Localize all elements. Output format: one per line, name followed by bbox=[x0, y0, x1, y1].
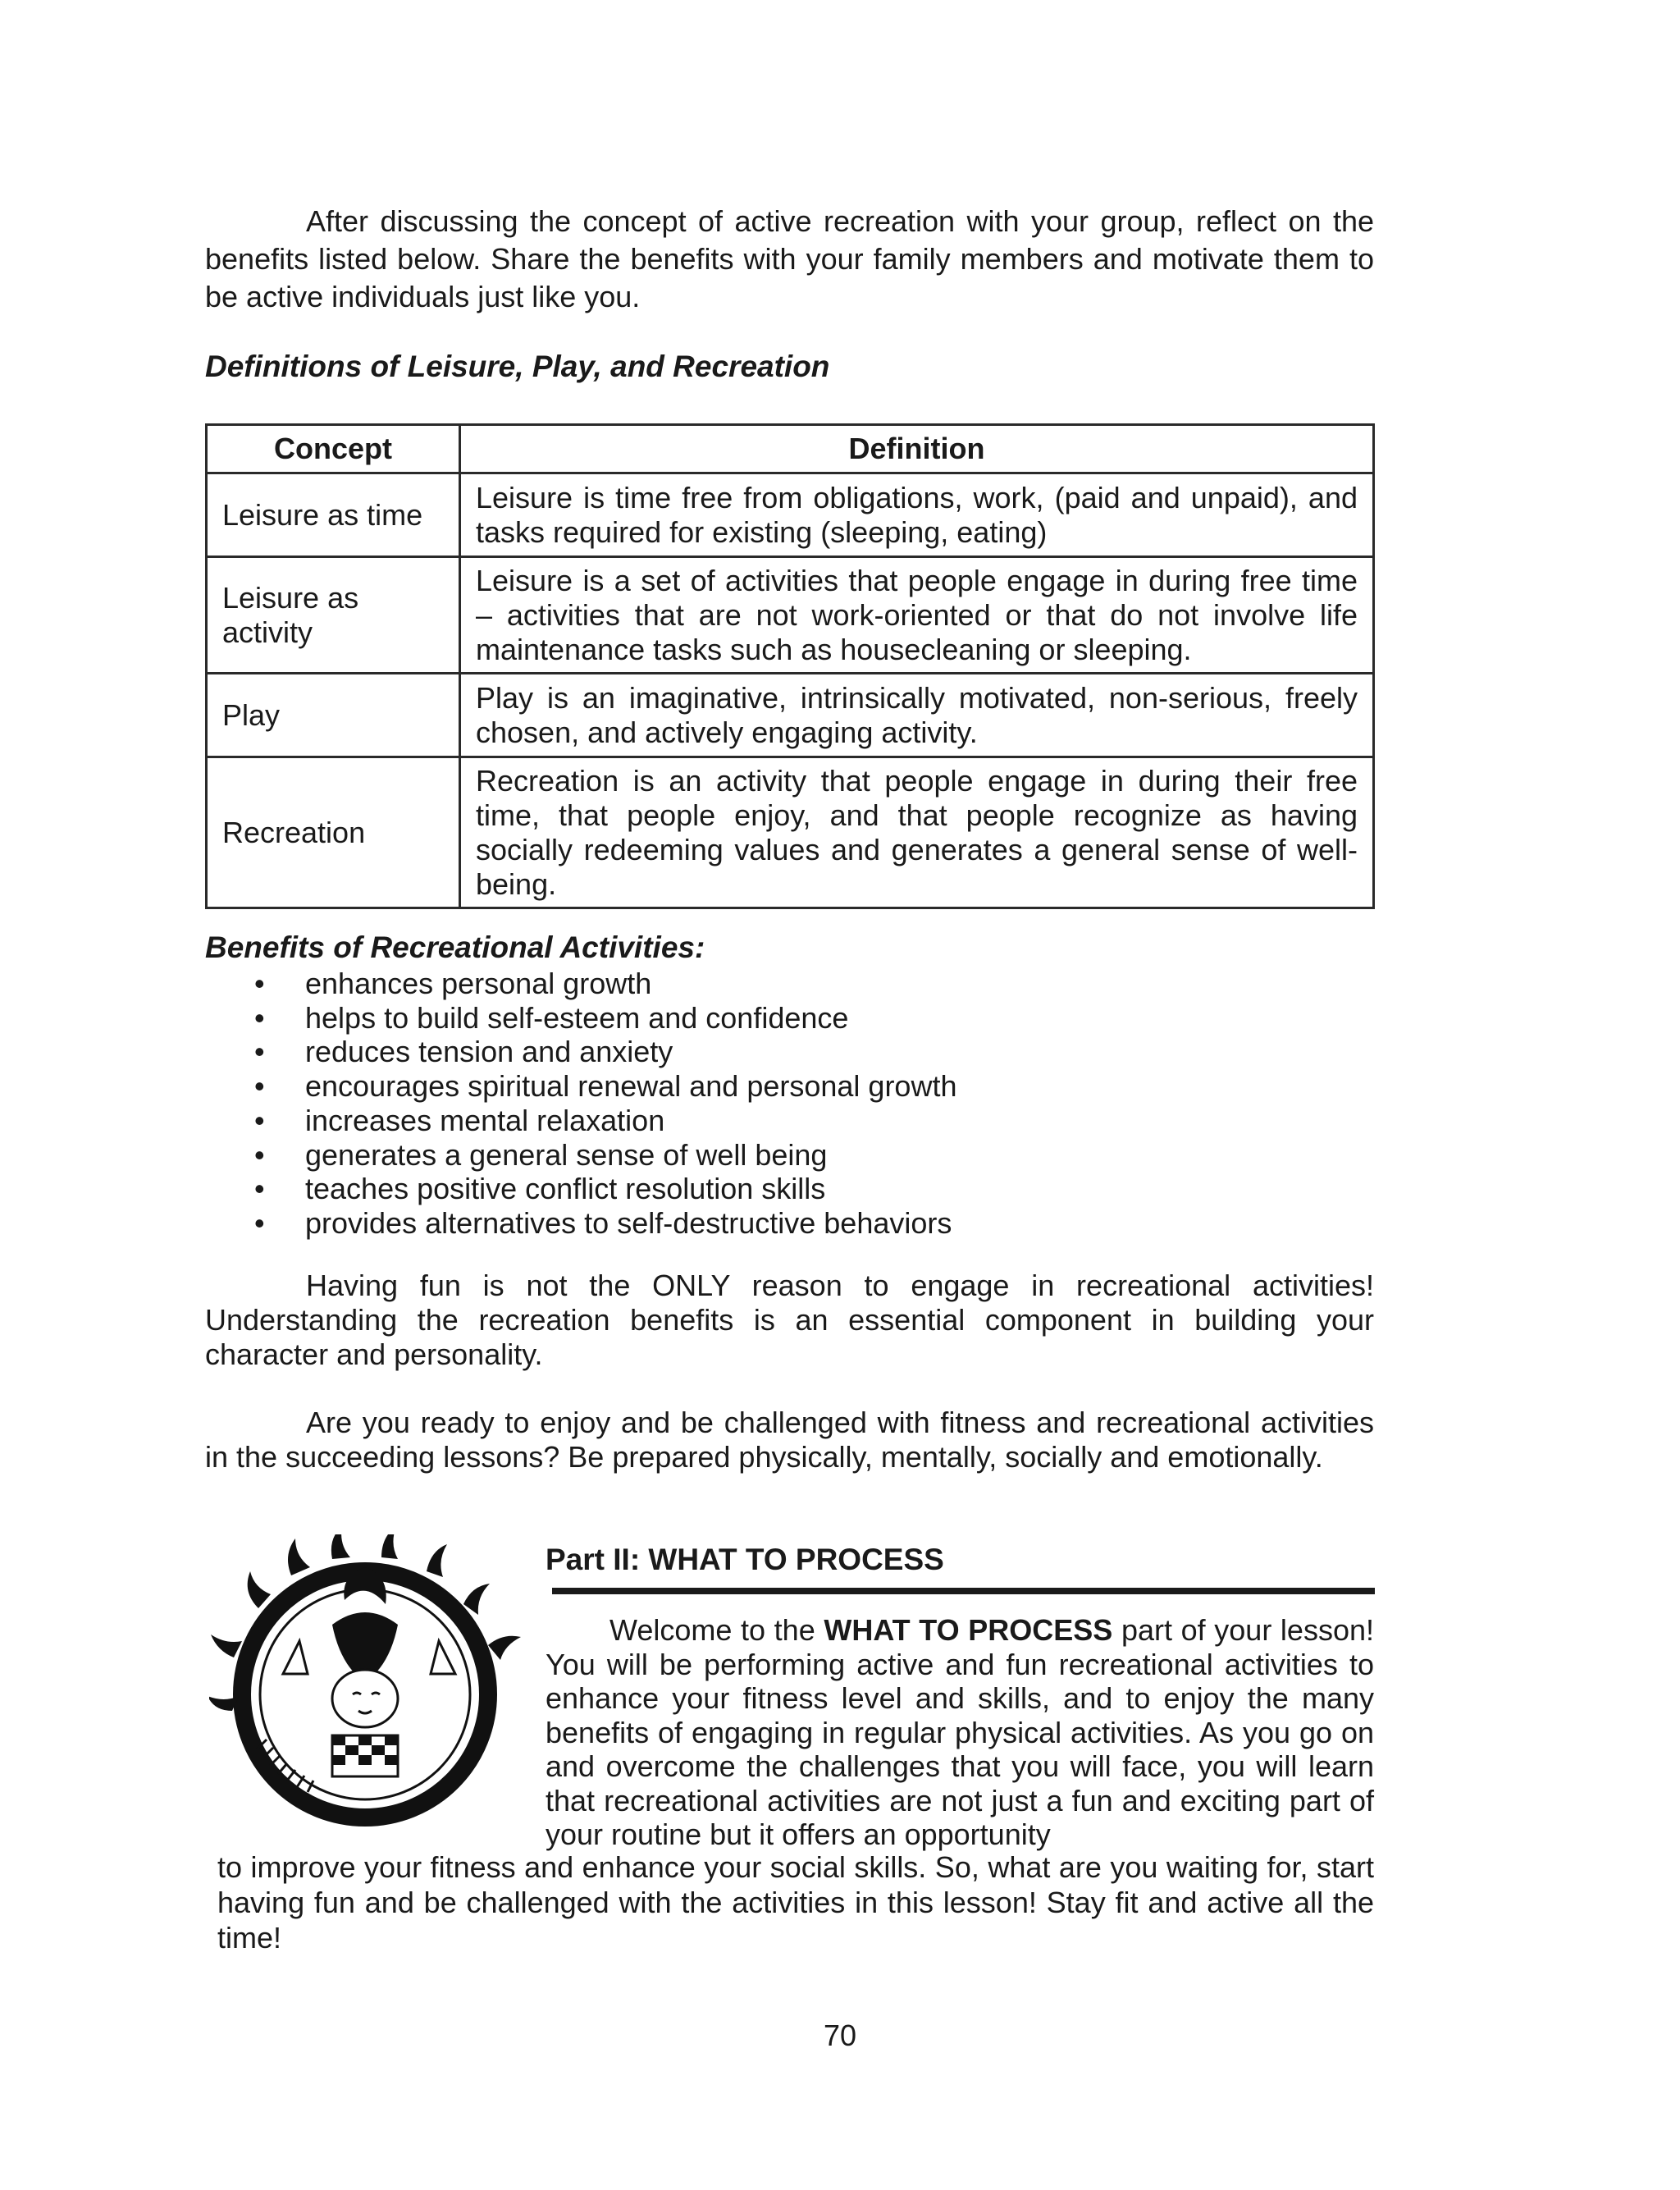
fun-paragraph: Having fun is not the ONLY reason to engage in recreational activities! Understanding the recreation benefits is an essential component in building your character and personality. bbox=[205, 1269, 1374, 1371]
table-row bbox=[207, 674, 1374, 757]
concept-cell: Leisure as time bbox=[207, 473, 460, 557]
list-item-text: teaches positive conflict resolution skills bbox=[305, 1172, 826, 1206]
continuation-paragraph: to improve your fitness and enhance your social skills. So, what are you waiting for, start having fun and be challenged with the activities in this lesson! Stay fit and active all the time! bbox=[217, 1850, 1374, 1955]
benefits-list bbox=[205, 967, 956, 1241]
bullet-icon: • bbox=[254, 1000, 265, 1035]
definitions-heading: Definitions of Leisure, Play, and Recreation bbox=[205, 350, 830, 383]
table-row bbox=[207, 557, 1374, 674]
list-item bbox=[205, 1138, 956, 1173]
bullet-icon: • bbox=[254, 1035, 265, 1069]
page-number: 70 bbox=[823, 2019, 857, 2052]
list-item-text: enhances personal growth bbox=[305, 967, 652, 1000]
list-item bbox=[205, 1172, 956, 1206]
table-row bbox=[207, 473, 1374, 557]
benefits-heading: Benefits of Recreational Activities: bbox=[205, 930, 705, 964]
list-item bbox=[205, 1069, 956, 1104]
welcome-prefix: Welcome to the bbox=[609, 1613, 824, 1647]
definition-cell: Recreation is an activity that people engage in during their free time, that people enjoy, and that people recognize as having socially redeeming values and generates a general sense of well-being. bbox=[460, 757, 1374, 908]
definition-cell: Leisure is time free from obligations, work, (paid and unpaid), and tasks required for existing (sleeping, eating) bbox=[460, 473, 1374, 557]
list-item-text: encourages spiritual renewal and personal growth bbox=[305, 1069, 957, 1104]
table-header-row bbox=[207, 425, 1374, 473]
concept-cell: Recreation bbox=[207, 757, 460, 908]
list-item-text: provides alternatives to self-destructive behaviors bbox=[305, 1205, 952, 1240]
concept-cell: Play bbox=[207, 674, 460, 757]
list-item-text: generates a general sense of well being bbox=[305, 1137, 828, 1172]
bullet-icon: • bbox=[254, 1069, 265, 1104]
definition-cell: Leisure is a set of activities that people engage in during free time – activities that are not work-oriented or that do not involve life maintenance tasks such as housecleaning or sleeping. bbox=[460, 557, 1374, 674]
definition-cell: Play is an imaginative, intrinsically motivated, non-serious, freely chosen, and actively engaging activity. bbox=[460, 674, 1374, 757]
bullet-icon: • bbox=[254, 967, 265, 1000]
list-item bbox=[205, 1035, 956, 1069]
list-item bbox=[205, 967, 956, 1001]
list-item-text: reduces tension and anxiety bbox=[305, 1035, 673, 1069]
welcome-bold: WHAT TO PROCESS bbox=[824, 1613, 1113, 1647]
welcome-paragraph bbox=[546, 1613, 1374, 1852]
bullet-icon: • bbox=[254, 1205, 265, 1240]
ready-paragraph: Are you ready to enjoy and be challenged with fitness and recreational activities in the succeeding lessons? Be prepared physically, mentally, socially and emotionally. bbox=[205, 1406, 1374, 1474]
definitions-table bbox=[205, 423, 1375, 909]
sun-child-emblem-icon bbox=[209, 1534, 529, 1830]
bullet-icon: • bbox=[254, 1172, 265, 1206]
list-item-text: helps to build self-esteem and confidence bbox=[305, 1000, 849, 1035]
concept-cell: Leisure as activity bbox=[207, 557, 460, 674]
welcome-suffix: part of your lesson! You will be performing active and fun recreational activities to enhance your fitness level and skills, and to enjoy the many benefits of engaging in regular physical activities. As you go on and overcome the challenges that you will face, you will learn that recreational activities are not just a fun and exciting part of your routine but it offers an opportunity bbox=[546, 1613, 1375, 1851]
title-underline bbox=[552, 1588, 1375, 1594]
bullet-icon: • bbox=[254, 1137, 265, 1172]
list-item bbox=[205, 1104, 956, 1138]
list-item bbox=[205, 1206, 956, 1241]
bullet-icon: • bbox=[254, 1103, 265, 1137]
intro-paragraph: After discussing the concept of active recreation with your group, reflect on the benefits listed below. Share the benefits with your family members and motivate them to be active individuals just like you. bbox=[205, 204, 1374, 313]
column-header-concept: Concept bbox=[207, 425, 460, 473]
column-header-definition: Definition bbox=[460, 425, 1374, 473]
part-two-title: Part II: WHAT TO PROCESS bbox=[546, 1543, 944, 1576]
list-item-text: increases mental relaxation bbox=[305, 1103, 665, 1137]
list-item bbox=[205, 1001, 956, 1036]
table-row bbox=[207, 757, 1374, 908]
